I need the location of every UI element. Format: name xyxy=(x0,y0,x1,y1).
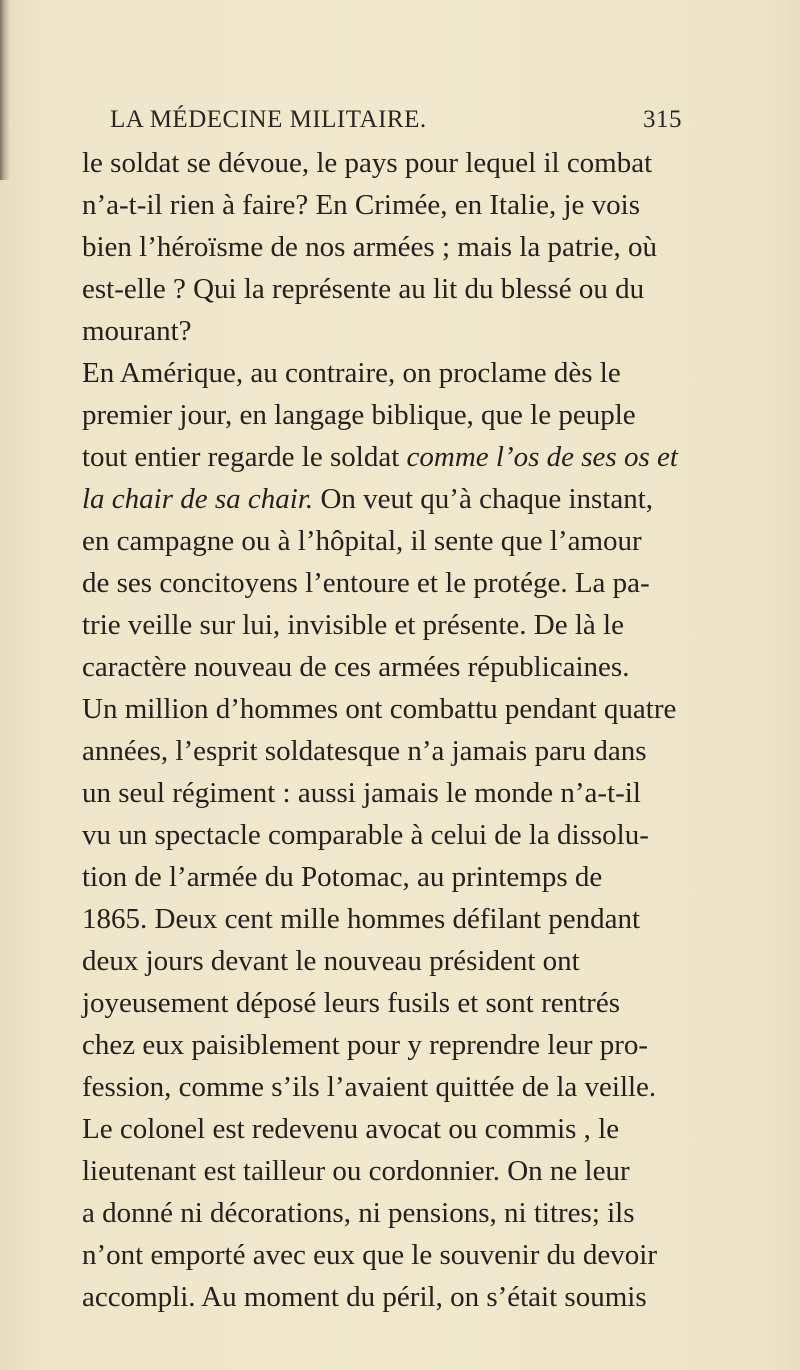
text-line: n’ont emporté avec eux que le souvenir du devoir xyxy=(82,1239,657,1271)
page-binding-edge xyxy=(0,0,10,180)
body-text xyxy=(82,142,742,1318)
text-line: le soldat se dévoue, le pays pour lequel il combat xyxy=(82,147,653,179)
text-line: lieutenant est tailleur ou cordonnier. On ne leur xyxy=(82,1155,630,1187)
text-line: accompli. Au moment du péril, on s’était soumis xyxy=(82,1281,647,1313)
text-line: n’a-t-il rien à faire? En Crimée, en Italie, je vois xyxy=(82,189,640,221)
running-head xyxy=(110,106,710,146)
text-line: 1865. Deux cent mille hommes défilant pendant xyxy=(82,903,641,935)
text-line: deux jours devant le nouveau président ont xyxy=(82,945,580,977)
text-roman: On veut qu’à chaque instant, xyxy=(313,483,654,515)
text-line: en campagne ou à l’hôpital, il sente que l’amour xyxy=(82,525,642,557)
text-line: caractère nouveau de ces armées républicaines. xyxy=(82,651,630,683)
text-line: trie veille sur lui, invisible et présente. De là le xyxy=(82,609,624,641)
text-line: Le colonel est redevenu avocat ou commis , le xyxy=(82,1113,620,1145)
text-line: bien l’héroïsme de nos armées ; mais la patrie, où xyxy=(82,231,657,263)
text-line: de ses concitoyens l’entoure et le protége. La pa- xyxy=(82,567,650,599)
text-italic: la chair de sa chair. xyxy=(82,483,314,515)
text-line-mixed xyxy=(82,478,742,520)
text-line: premier jour, en langage biblique, que le peuple xyxy=(82,399,636,431)
text-line: chez eux paisiblement pour y reprendre leur pro- xyxy=(82,1029,649,1061)
text-line: un seul régiment : aussi jamais le monde n’a-t-il xyxy=(82,777,641,809)
text-line: est-elle ? Qui la représente au lit du blessé ou du xyxy=(82,273,645,305)
text-line: joyeusement déposé leurs fusils et sont rentrés xyxy=(82,987,620,1019)
text-line-mixed xyxy=(82,436,742,478)
text-line: années, l’esprit soldatesque n’a jamais paru dans xyxy=(82,735,647,767)
text-line: En Amérique, au contraire, on proclame dès le xyxy=(82,357,621,389)
text-line: mourant? xyxy=(82,315,192,347)
text-line: tion de l’armée du Potomac, au printemps de xyxy=(82,861,603,893)
text-italic: comme l’os de ses os et xyxy=(406,441,678,473)
text-line: vu un spectacle comparable à celui de la dissolu- xyxy=(82,819,649,851)
page-number: 315 xyxy=(643,106,682,133)
text-roman: tout entier regarde le soldat xyxy=(82,441,407,473)
text-line: fession, comme s’ils l’avaient quittée de la veille. xyxy=(82,1071,657,1103)
text-line: Un million d’hommes ont combattu pendant quatre xyxy=(82,693,677,725)
running-title: LA MÉDECINE MILITAIRE. xyxy=(110,106,427,133)
text-line: a donné ni décorations, ni pensions, ni titres; ils xyxy=(82,1197,635,1229)
